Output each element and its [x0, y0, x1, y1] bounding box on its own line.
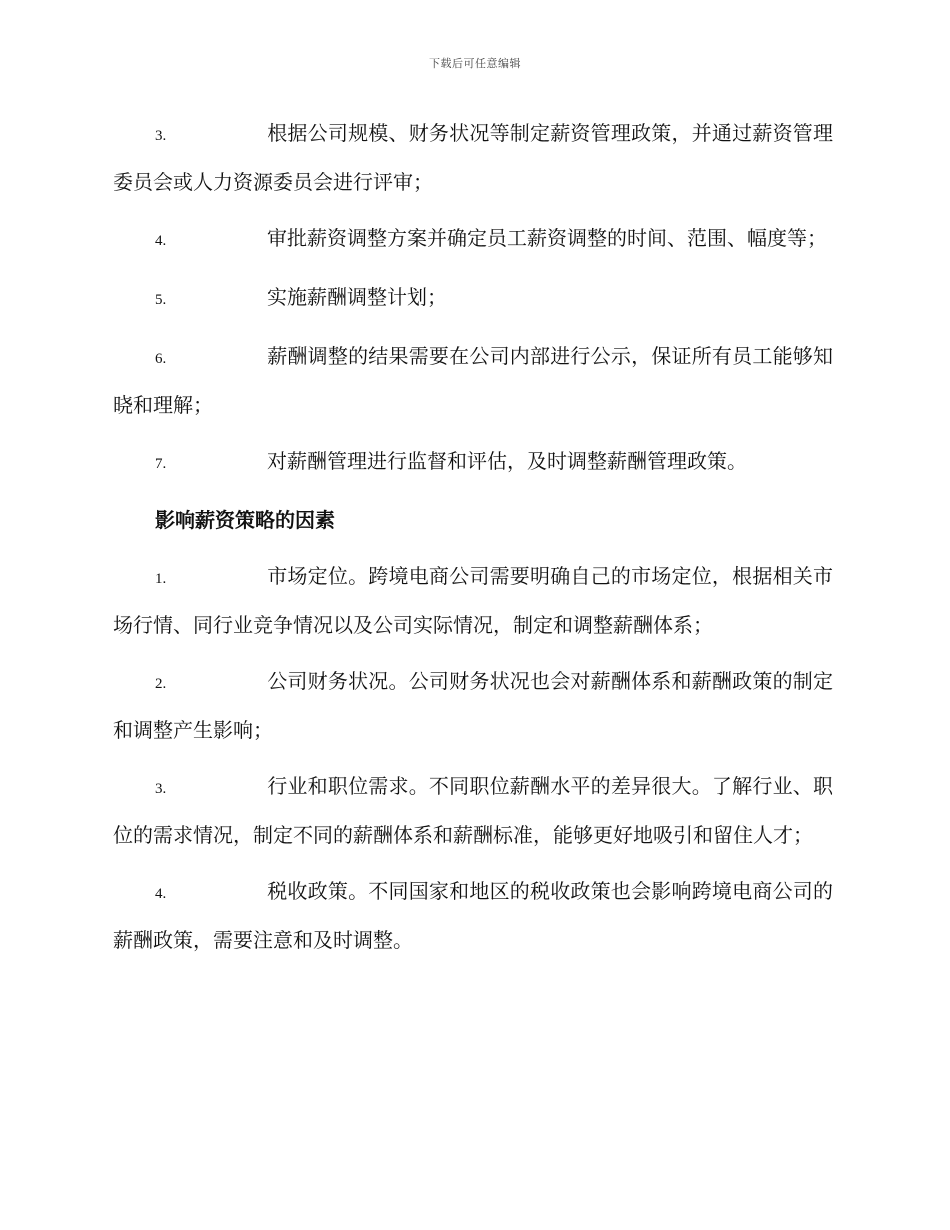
list-item [113, 553, 833, 648]
list-item [113, 333, 833, 428]
list-number: 5. [155, 292, 167, 308]
list-number: 4. [155, 886, 167, 902]
list-item [113, 658, 833, 753]
list-text: 根据公司规模、财务状况等制定薪资管理政策，并通过薪资管理委员会或人力资源委员会进行评审； [113, 121, 833, 194]
page-header: 下载后可任意编辑 [429, 57, 521, 70]
list-item [113, 438, 833, 487]
list-number: 6. [155, 351, 167, 367]
list-number: 7. [155, 456, 167, 472]
list-number: 1. [155, 571, 167, 587]
list-number: 3. [155, 781, 167, 797]
list-item [113, 215, 833, 264]
list-text: 行业和职位需求。不同职位薪酬水平的差异很大。了解行业、职位的需求情况，制定不同的薪酬体系和薪酬标准，能够更好地吸引和留住人才； [113, 774, 833, 847]
list-text: 市场定位。跨境电商公司需要明确自己的市场定位，根据相关市场行情、同行业竞争情况以及公司实际情况，制定和调整薪酬体系； [113, 564, 833, 637]
list-number: 4. [155, 233, 167, 249]
list-number: 3. [155, 128, 167, 144]
list-number: 2. [155, 676, 167, 692]
list-item [113, 110, 833, 205]
list-item [113, 763, 833, 858]
list-text: 实施薪酬调整计划； [267, 285, 447, 309]
list-text: 审批薪资调整方案并确定员工薪资调整的时间、范围、幅度等； [267, 226, 827, 250]
list-item [113, 274, 833, 323]
document-body [113, 110, 833, 973]
list-item [113, 868, 833, 963]
section-heading: 影响薪资策略的因素 [155, 508, 335, 532]
list-text: 薪酬调整的结果需要在公司内部进行公示，保证所有员工能够知晓和理解； [113, 344, 833, 417]
list-text: 税收政策。不同国家和地区的税收政策也会影响跨境电商公司的薪酬政策，需要注意和及时调整。 [113, 879, 833, 952]
list-text: 对薪酬管理进行监督和评估，及时调整薪酬管理政策。 [267, 449, 747, 473]
list-text: 公司财务状况。公司财务状况也会对薪酬体系和薪酬政策的制定和调整产生影响； [113, 669, 833, 742]
